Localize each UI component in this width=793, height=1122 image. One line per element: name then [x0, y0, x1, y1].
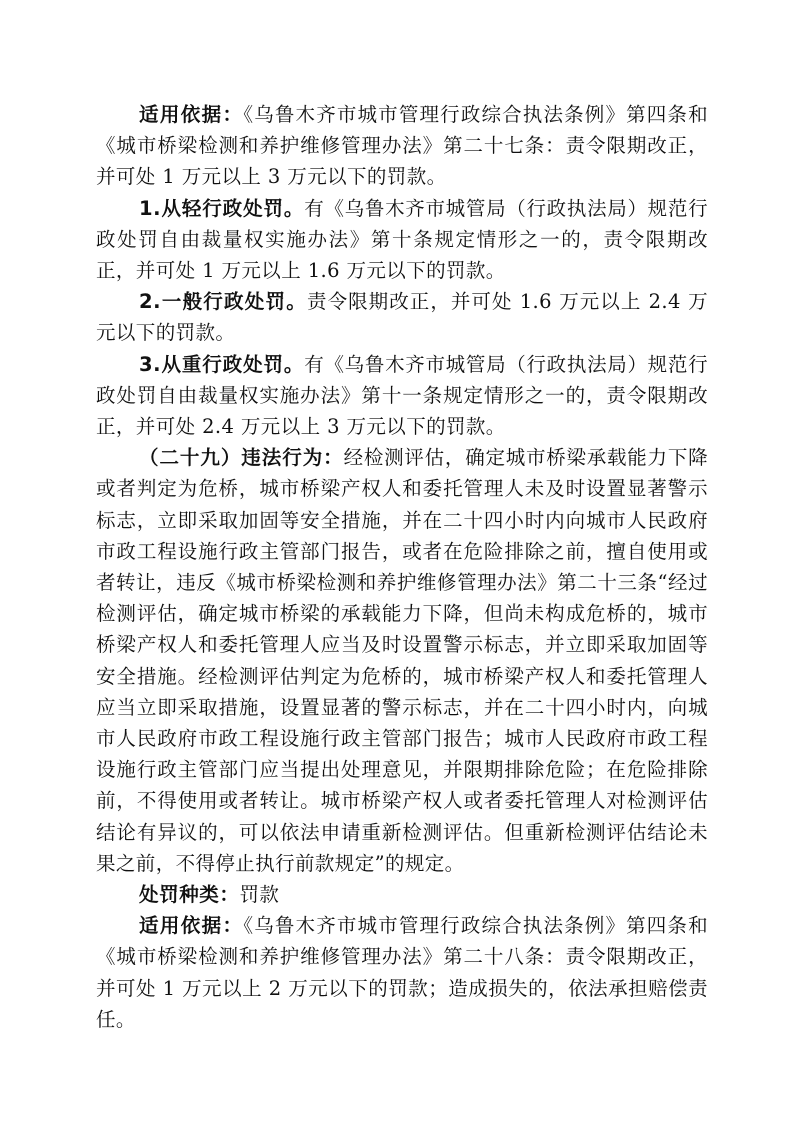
paragraph-basis-1 [96, 99, 708, 193]
paragraph-text: 有《乌鲁木齐市城管局（行政执法局）规范行政处罚自由裁量权实施办法》第十条规定情形之一的，责令限期改正，并可处 1 万元以上 1.6 万元以下的罚款。 [96, 196, 708, 283]
paragraph-general-penalty [96, 286, 708, 348]
paragraph-text: 有《乌鲁木齐市城管局（行政执法局）规范行政处罚自由裁量权实施办法》第十一条规定情形之一的，责令限期改正，并可处 2.4 万元以上 3 万元以下的罚款。 [96, 352, 708, 439]
paragraph-lead: （二十九）违法行为： [139, 446, 344, 470]
paragraph-lead: 1.从轻行政处罚。 [139, 196, 305, 220]
paragraph-text: 责令限期改正，并可处 1.6 万元以上 2.4 万元以下的罚款。 [96, 290, 708, 345]
paragraph-text: 《乌鲁木齐市城市管理行政综合执法条例》第四条和《城市桥梁检测和养护维修管理办法》第二十八条：责令限期改正，并可处 1 万元以上 2 万元以下的罚款；造成损失的，依法承担赔偿责任。 [96, 914, 708, 1031]
document-body [96, 99, 708, 1035]
paragraph-heavy-penalty [96, 349, 708, 443]
paragraph-text: 罚款 [239, 883, 280, 907]
paragraph-lead: 3.从重行政处罚。 [139, 352, 305, 376]
paragraph-text: 经检测评估，确定城市桥梁承载能力下降或者判定为危桥，城市桥梁产权人和委托管理人未及时设置显著警示标志，立即采取加固等安全措施，并在二十四小时内向城市人民政府市政工程设施行政主管部门报告，或者在危险排除之前，擅自使用或者转让，违反《城市桥梁检测和养护维修管理办法》第二十三条“经过检测评估，确定城市桥梁的承载能力下降，但尚未构成危桥的，城市桥梁产权人和委托管理人应当及时设置警示标志，并立即采取加固等安全措施。经检测评估判定为危桥的，城市桥梁产权人和委托管理人应当立即采取措施，设置显著的警示标志，并在二十四小时内，向城市人民政府市政工程设施行政主管部门报告；城市人民政府市政工程设施行政主管部门应当提出处理意见，并限期排除危险；在危险排除前，不得使用或者转让。城市桥梁产权人或者委托管理人对检测评估结论有异议的，可以依法申请重新检测评估。但重新检测评估结论未果之前，不得停止执行前款规定”的规定。 [96, 446, 708, 875]
paragraph-penalty-type [96, 879, 708, 910]
paragraph-lead: 处罚种类： [139, 883, 240, 907]
paragraph-basis-2 [96, 910, 708, 1035]
paragraph-text: 《乌鲁木齐市城市管理行政综合执法条例》第四条和《城市桥梁检测和养护维修管理办法》第二十七条：责令限期改正，并可处 1 万元以上 3 万元以下的罚款。 [96, 103, 708, 189]
paragraph-lead: 适用依据： [139, 914, 244, 938]
paragraph-light-penalty [96, 193, 708, 287]
paragraph-lead: 适用依据： [139, 103, 244, 126]
paragraph-lead: 2.一般行政处罚。 [139, 290, 308, 314]
paragraph-violation-29 [96, 442, 708, 879]
